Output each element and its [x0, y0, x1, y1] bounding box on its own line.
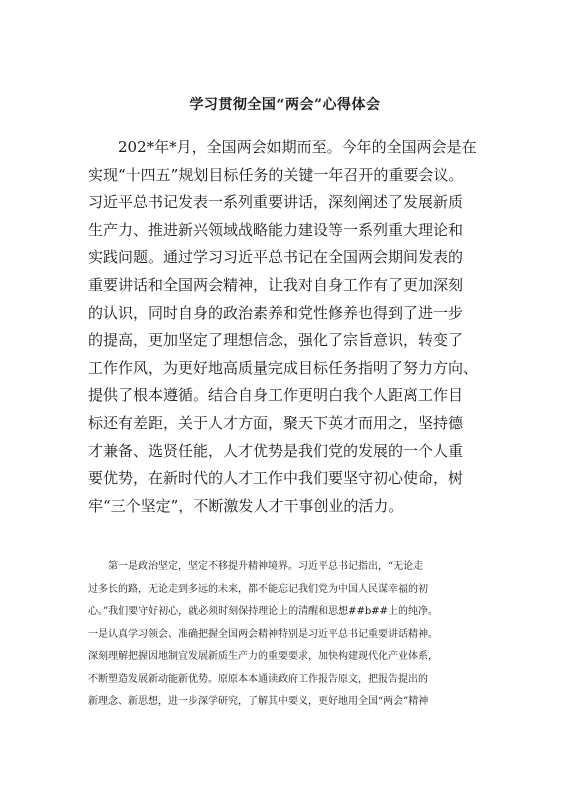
body-paragraph-line: 过多长的路，无论走到多远的未来，都不能忘记我们党为中国人民谋幸福的初 [88, 583, 428, 595]
body-paragraph-line: 一是认真学习领会、准确把握全国两会精神特别是习近平总书记重要讲话精神。 [88, 628, 438, 640]
lead-paragraph-line: 工作作风，为更好地高质量完成目标任务指明了努力方向、 [88, 358, 479, 377]
body-paragraph-line: 心。”我们要守好初心，就必须时刻保持理论上的清醒和思想##b##上的纯净。 [88, 606, 439, 617]
lead-paragraph-line: 才兼备、选贤任能，人才优势是我们党的发展的一个人重 [88, 441, 464, 460]
lead-paragraph-line: 的提高，更加坚定了理想信念，强化了宗旨意识，转变了 [88, 331, 464, 350]
lead-paragraph-line: 202*年*月，全国两会如期而至。今年的全国两会是在 [88, 138, 477, 156]
lead-paragraph [88, 134, 484, 520]
body-paragraph-line: 第一是政治坚定，坚定不移提升精神境界。习近平总书记指出，“无论走 [88, 561, 424, 572]
document-title: 学习贯彻全国“两会”心得体会 [189, 97, 381, 113]
lead-paragraph-line: 的认识，同时自身的政治素养和党性修养也得到了进一步 [88, 303, 464, 322]
lead-paragraph-line: 要优势，在新时代的人才工作中我们要坚守初心使命，树 [88, 469, 464, 488]
lead-paragraph-line: 牢“三个坚定”，不断激发人才干事创业的活力。 [88, 496, 404, 515]
body-paragraph-line: 深刻理解把握因地制宜发展新质生产力的重要要求，加快构建现代化产业体系， [88, 651, 438, 662]
body-paragraph-line: 新理念、新思想，进一步深学研究，了解其中要义，更好地用全国“两会”精神 [88, 696, 429, 707]
lead-paragraph-line: 生产力、推进新兴领域战略能力建设等一系列重大理论和 [88, 220, 464, 239]
lead-paragraph-line: 提供了根本遵循。结合自身工作更明白我个人距离工作目 [88, 386, 464, 405]
body-paragraph-line: 不断塑造发展新动能新优势。原原本本通读政府工作报告原文，把报告提出的 [88, 673, 428, 685]
lead-paragraph-line: 标还有差距，关于人才方面，聚天下英才而用之，坚持德 [88, 413, 464, 432]
body-paragraph [88, 556, 488, 714]
lead-paragraph-line: 习近平总书记发表一系列重要讲话，深刻阐述了发展新质 [88, 193, 464, 212]
lead-paragraph-line: 重要讲话和全国两会精神，让我对自身工作有了更加深刻 [88, 275, 464, 294]
lead-paragraph-line: 实现“十四五”规划目标任务的关键一年召开的重要会议。 [88, 165, 464, 184]
lead-paragraph-line: 实践问题。通过学习习近平总书记在全国两会期间发表的 [88, 248, 464, 267]
